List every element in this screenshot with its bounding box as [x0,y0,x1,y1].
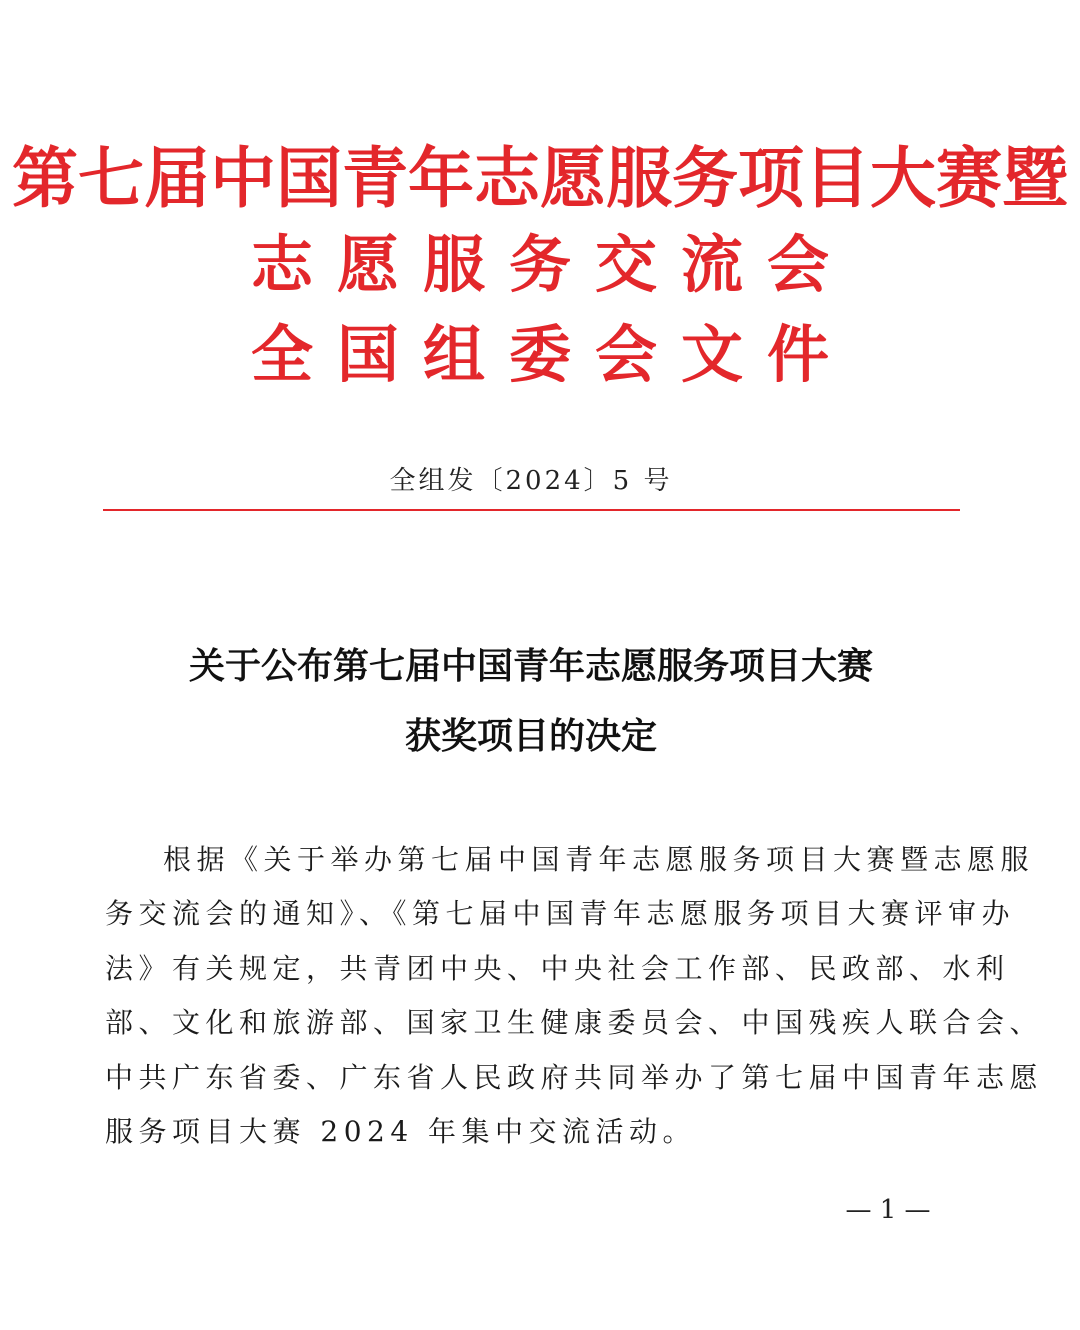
body-line: 务交流会的通知》、《第七届中国青年志愿服务项目大赛评审办 [105,897,1016,931]
red-divider-line [103,509,960,511]
page-number: — 1 — [845,1195,931,1225]
header-title-line-2: 志愿服务交流会 [250,228,853,301]
header-title-line-1: 第七届中国青年志愿服务项目大赛暨 [12,139,1068,217]
body-line: 根据《关于举办第七届中国青年志愿服务项目大赛暨志愿服 [163,843,1035,876]
body-line: 中共广东省委、广东省人民政府共同举办了第七届中国青年志愿 [105,1060,1044,1094]
body-line: 法》有关规定，共青团中央、中央社会工作部、民政部、水利 [105,951,1010,985]
body-paragraph [105,833,1044,1159]
decision-title-line-2: 获奖项目的决定 [404,715,657,757]
body-line: 部、文化和旅游部、国家卫生健康委员会、中国残疾人联合会、 [105,1006,1044,1040]
body-line: 服务项目大赛 2024 年集中交流活动。 [105,1115,697,1149]
document-number: 全组发〔2024〕5 号 [389,466,673,496]
header-title-line-3: 全国组委会文件 [250,318,853,391]
decision-title-line-1: 关于公布第七届中国青年志愿服务项目大赛 [188,645,873,687]
